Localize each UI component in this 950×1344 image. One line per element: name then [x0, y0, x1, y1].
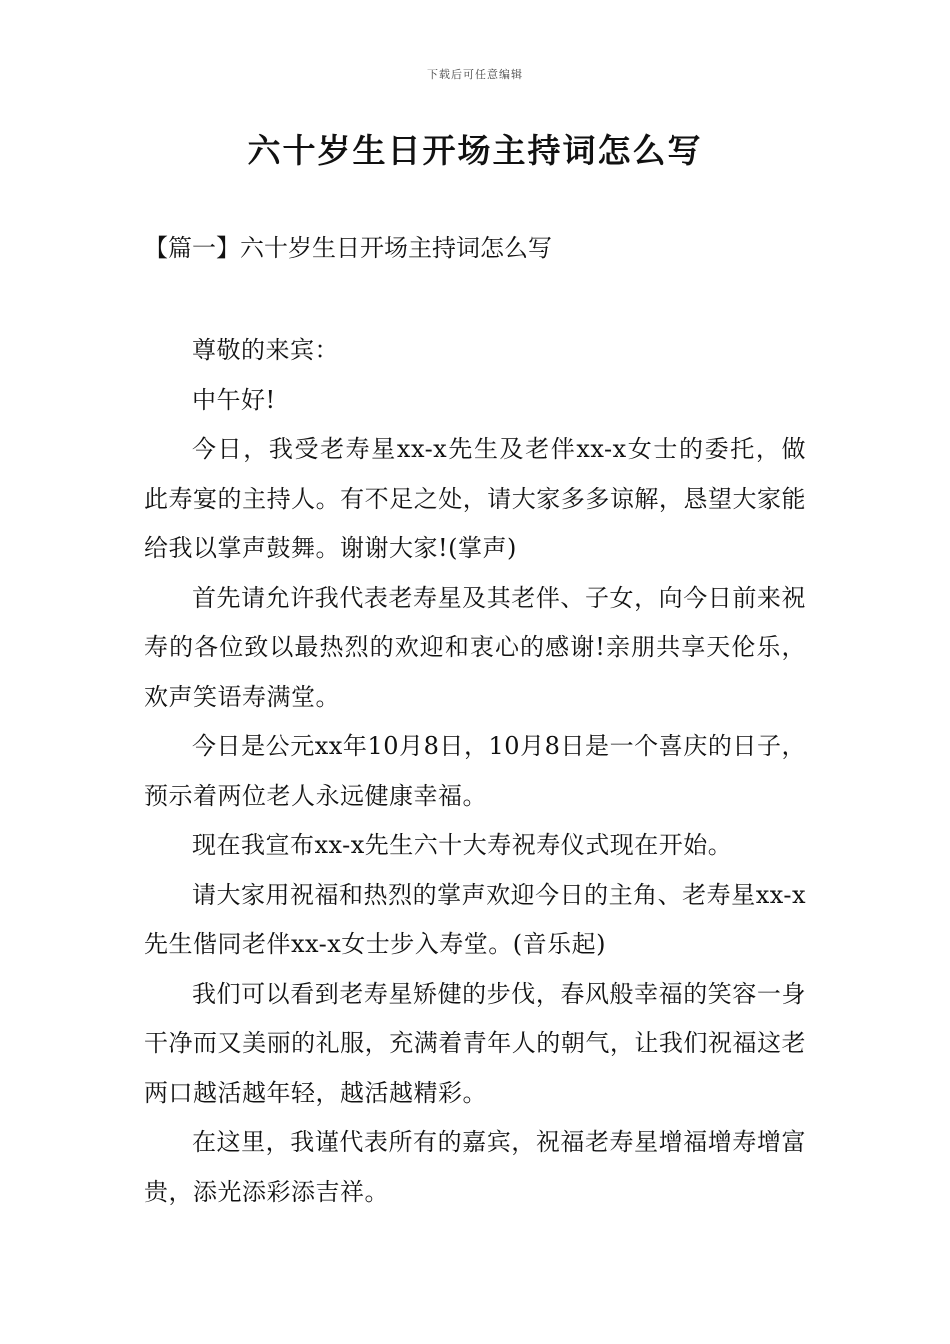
document-body — [144, 326, 806, 1217]
paragraph-blessing: 在这里，我谨代表所有的嘉宾，祝福老寿星增福增寿增富贵，添光添彩添吉祥。 — [144, 1128, 806, 1206]
paragraph-announcement: 现在我宣布xx-x先生六十大寿祝寿仪式现在开始。 — [192, 831, 733, 859]
paragraph-greeting: 中午好! — [192, 385, 276, 414]
paragraph-description: 我们可以看到老寿星矫健的步伐，春风般幸福的笑容一身干净而又美丽的礼服，充满着青年人的朝气，让我们祝福这老两口越活越年轻，越活越精彩。 — [144, 979, 806, 1107]
section-heading: 【篇一】六十岁生日开场主持词怎么写 — [144, 234, 552, 262]
document-title: 六十岁生日开场主持词怎么写 — [247, 131, 703, 170]
paragraph-welcome: 请大家用祝福和热烈的掌声欢迎今日的主角、老寿星xx-x先生偕同老伴xx-x女士步入寿堂。(音乐起) — [144, 880, 806, 958]
paragraph-introduction: 今日，我受老寿星xx-x先生及老伴xx-x女士的委托，做此寿宴的主持人。有不足之处，请大家多多谅解，恳望大家能给我以掌声鼓舞。谢谢大家!(掌声) — [144, 435, 806, 562]
paragraph-greeting-salutation: 尊敬的来宾： — [192, 336, 339, 364]
paragraph-thanks: 首先请允许我代表老寿星及其老伴、子女，向今日前来祝寿的各位致以最热烈的欢迎和衷心的感谢!亲朋共享天伦乐，欢声笑语寿满堂。 — [144, 583, 806, 711]
header-note: 下载后可任意编辑 — [427, 68, 523, 81]
paragraph-date: 今日是公元xx年10月8日，10月8日是一个喜庆的日子，预示着两位老人永远健康幸福。 — [144, 732, 806, 810]
